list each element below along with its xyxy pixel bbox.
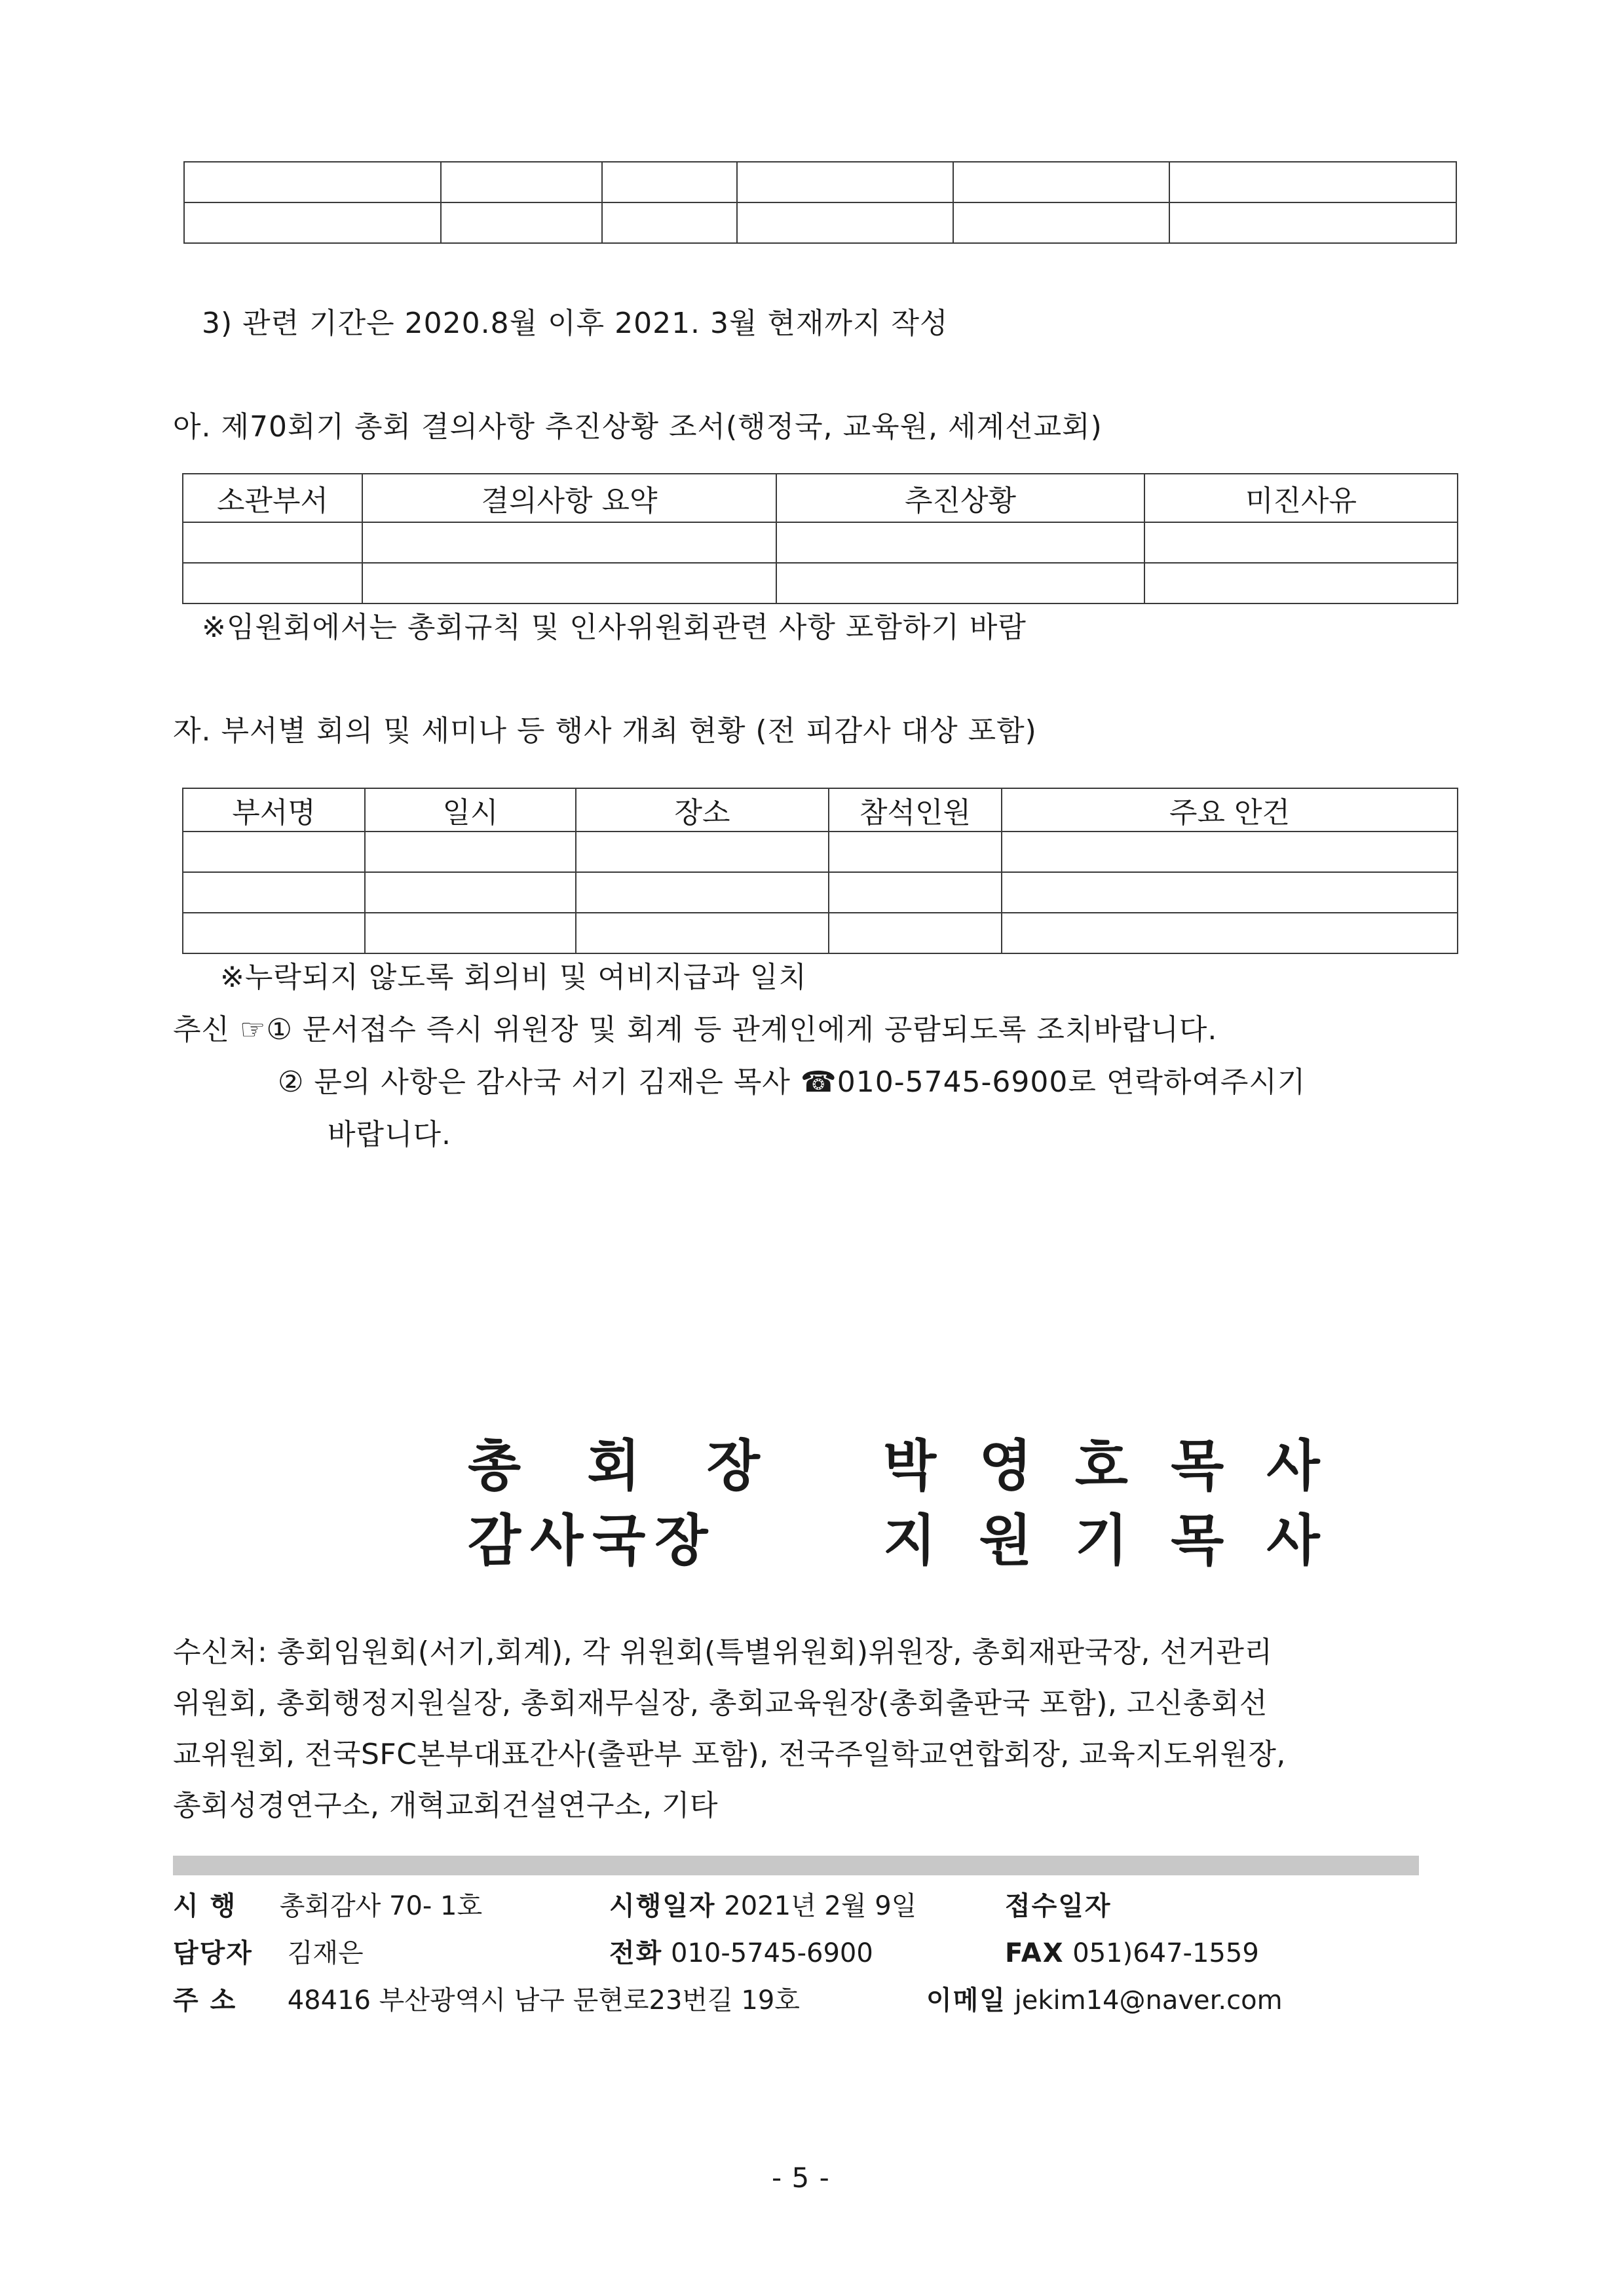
date-value: 2021년 2월 9일 (724, 1891, 917, 1921)
table-cell (362, 563, 776, 603)
signature-title-audit: 감사국장 (468, 1508, 717, 1573)
table-row (183, 913, 1458, 953)
section-a-note: ※임원회에서는 총회규칙 및 인사위원회관련 사항 포함하기 바람 (202, 611, 1027, 644)
period-note: 3) 관련 기간은 2020.8월 이후 2021. 3월 현재까지 작성 (202, 307, 949, 340)
address-value: 48416 부산광역시 남구 문현로23번길 19호 (287, 1985, 800, 2016)
postscript-line-1: 추신 ☞① 문서접수 즉시 위원장 및 회계 등 관계인에게 공람되도록 조치바랍니다. (173, 1013, 1218, 1046)
table-cell (829, 872, 1002, 913)
footer-row-3 (173, 1984, 800, 2017)
table-cell (1002, 913, 1458, 953)
table-cell (737, 202, 953, 243)
table-cell (576, 832, 829, 872)
signature-name-president: 박 영 호 목 사 (883, 1434, 1332, 1498)
table-cell (602, 202, 737, 243)
table-cell (1144, 563, 1458, 603)
header-agenda: 주요 안건 (1002, 788, 1458, 832)
table-row (183, 872, 1458, 913)
table-cell (184, 202, 441, 243)
table-row (183, 832, 1458, 872)
events-table (182, 788, 1458, 954)
received-label: 접수일자 (1005, 1891, 1112, 1921)
date-field (609, 1890, 916, 1923)
resolution-table (182, 473, 1458, 604)
recipients-line-3: 교위원회, 전국SFC본부대표간사(출판부 포함), 전국주일학교연합회장, 교육지도위원장, (173, 1738, 1286, 1771)
header-department: 소관부서 (183, 474, 362, 522)
header-reason: 미진사유 (1144, 474, 1458, 522)
table-cell (829, 913, 1002, 953)
issue-value: 총회감사 70- 1호 (279, 1891, 483, 1921)
table-cell (1002, 872, 1458, 913)
postscript-line-2: ② 문의 사항은 감사국 서기 김재은 목사 ☎010-5745-6900로 연락하여주시기 (278, 1065, 1306, 1099)
phone-field (609, 1937, 873, 1970)
section-a-title: 아. 제70회기 총회 결의사항 추진상황 조서(행정국, 교육원, 세계선교회) (173, 410, 1103, 444)
table-header-row (183, 474, 1458, 522)
footer-row-2 (173, 1937, 364, 1970)
address-label: 주 소 (173, 1985, 237, 2016)
table-cell (183, 522, 362, 563)
phone-label: 전화 (609, 1938, 663, 1968)
date-label: 시행일자 (609, 1891, 716, 1921)
table-cell (441, 162, 602, 202)
issue-label: 시 행 (173, 1891, 237, 1921)
header-progress: 추진상황 (776, 474, 1144, 522)
fax-label: FAX (1005, 1938, 1065, 1968)
table-header-row (183, 788, 1458, 832)
header-location: 장소 (576, 788, 829, 832)
table-cell (576, 913, 829, 953)
table-cell (953, 202, 1169, 243)
table-cell (183, 563, 362, 603)
manager-value: 김재은 (287, 1938, 364, 1968)
table-cell (776, 522, 1144, 563)
page-number: - 5 - (772, 2162, 830, 2194)
table-cell (829, 832, 1002, 872)
table-cell (184, 162, 441, 202)
manager-label: 담당자 (173, 1938, 253, 1968)
phone-value: 010-5745-6900 (671, 1938, 873, 1968)
section-b-note: ※누락되지 않도록 회의비 및 여비지급과 일치 (220, 961, 807, 994)
header-datetime: 일시 (365, 788, 576, 832)
header-attendees: 참석인원 (829, 788, 1002, 832)
table-row (184, 162, 1456, 202)
received-field (1005, 1890, 1112, 1923)
recipients-line-2: 위원회, 총회행정지원실장, 총회재무실장, 총회교육원장(총회출판국 포함), 고신총회선 (173, 1687, 1268, 1720)
table-cell (365, 872, 576, 913)
table-cell (441, 202, 602, 243)
table-cell (1169, 202, 1456, 243)
table-cell (1002, 832, 1458, 872)
email-value: jekim14@naver.com (1014, 1985, 1283, 2016)
table-cell (183, 832, 365, 872)
table-cell (365, 913, 576, 953)
footer-row-1 (173, 1890, 482, 1923)
table-row (183, 522, 1458, 563)
postscript-line-3: 바랍니다. (328, 1118, 452, 1151)
table-cell (183, 913, 365, 953)
table-row (183, 563, 1458, 603)
table-cell (953, 162, 1169, 202)
table-cell (362, 522, 776, 563)
fax-field (1005, 1937, 1259, 1970)
table-cell (602, 162, 737, 202)
table-cell (365, 832, 576, 872)
header-department-name: 부서명 (183, 788, 365, 832)
table-cell (1144, 522, 1458, 563)
divider-bar (173, 1856, 1419, 1875)
email-field (926, 1984, 1283, 2017)
email-label: 이메일 (926, 1985, 1006, 2016)
table-cell (576, 872, 829, 913)
recipients-line-1: 수신처: 총회임원회(서기,회계), 각 위원회(특별위원회)위원장, 총회재판국장, 선거관리 (173, 1636, 1273, 1669)
signature-title-president: 총 회 장 (468, 1434, 784, 1498)
table-cell (737, 162, 953, 202)
table-cell (776, 563, 1144, 603)
recipients-line-4: 총회성경연구소, 개혁교회건설연구소, 기타 (173, 1789, 719, 1822)
table-row (184, 202, 1456, 243)
section-b-title: 자. 부서별 회의 및 세미나 등 행사 개최 현황 (전 피감사 대상 포함) (173, 714, 1037, 748)
signature-name-audit: 지 원 기 목 사 (883, 1508, 1332, 1573)
fax-value: 051)647-1559 (1072, 1938, 1259, 1968)
header-resolution-summary: 결의사항 요약 (362, 474, 776, 522)
top-table (183, 161, 1457, 244)
table-cell (1169, 162, 1456, 202)
table-cell (183, 872, 365, 913)
